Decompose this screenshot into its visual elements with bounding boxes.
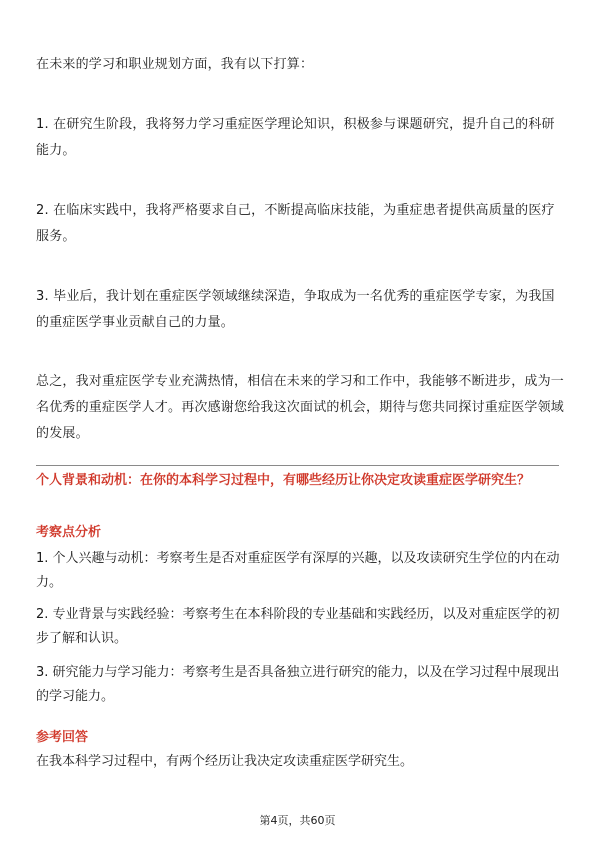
analysis-heading: 考察点分析 [36,525,102,540]
intro-paragraph: 在未来的学习和职业规划方面，我有以下打算： [36,57,314,72]
conclusion-paragraph: 总之，我对重症医学专业充满热情，相信在未来的学习和工作中，我能够不断进步，成为一名优秀的重症医学人才。再次感谢您给我这次面试的机会，期待与您共同探讨重症医学领域的发展。 [36,374,565,441]
plan-item-3: 3. 毕业后，我计划在重症医学领域继续深造，争取成为一名优秀的重症医学专家，为我国的重症医学事业贡献自己的力量。 [36,289,555,330]
plan-item-1: 1. 在研究生阶段，我将努力学习重症医学理论知识，积极参与课题研究，提升自己的科研能力。 [36,117,555,158]
page-number: 第4页，共60页 [259,814,336,827]
analysis-item-3: 3. 研究能力与学习能力：考察考生是否具备独立进行研究的能力，以及在学习过程中展现出的学习能力。 [36,665,560,704]
analysis-item-1: 1. 个人兴趣与动机：考察考生是否对重症医学有深厚的兴趣，以及攻读研究生学位的内在动力。 [36,551,560,590]
analysis-item-2: 2. 专业背景与实践经验：考察考生在本科阶段的专业基础和实践经历，以及对重症医学的初步了解和认识。 [36,607,560,646]
interview-question: 个人背景和动机：在你的本科学习过程中，有哪些经历让你决定攻读重症医学研究生？ [36,473,531,488]
plan-item-2: 2. 在临床实践中，我将严格要求自己，不断提高临床技能，为重症患者提供高质量的医疗服务。 [36,203,555,244]
reference-answer: 在我本科学习过程中，有两个经历让我决定攻读重症医学研究生。 [36,754,414,769]
section-divider [36,465,559,466]
reference-heading: 参考回答 [36,730,89,745]
